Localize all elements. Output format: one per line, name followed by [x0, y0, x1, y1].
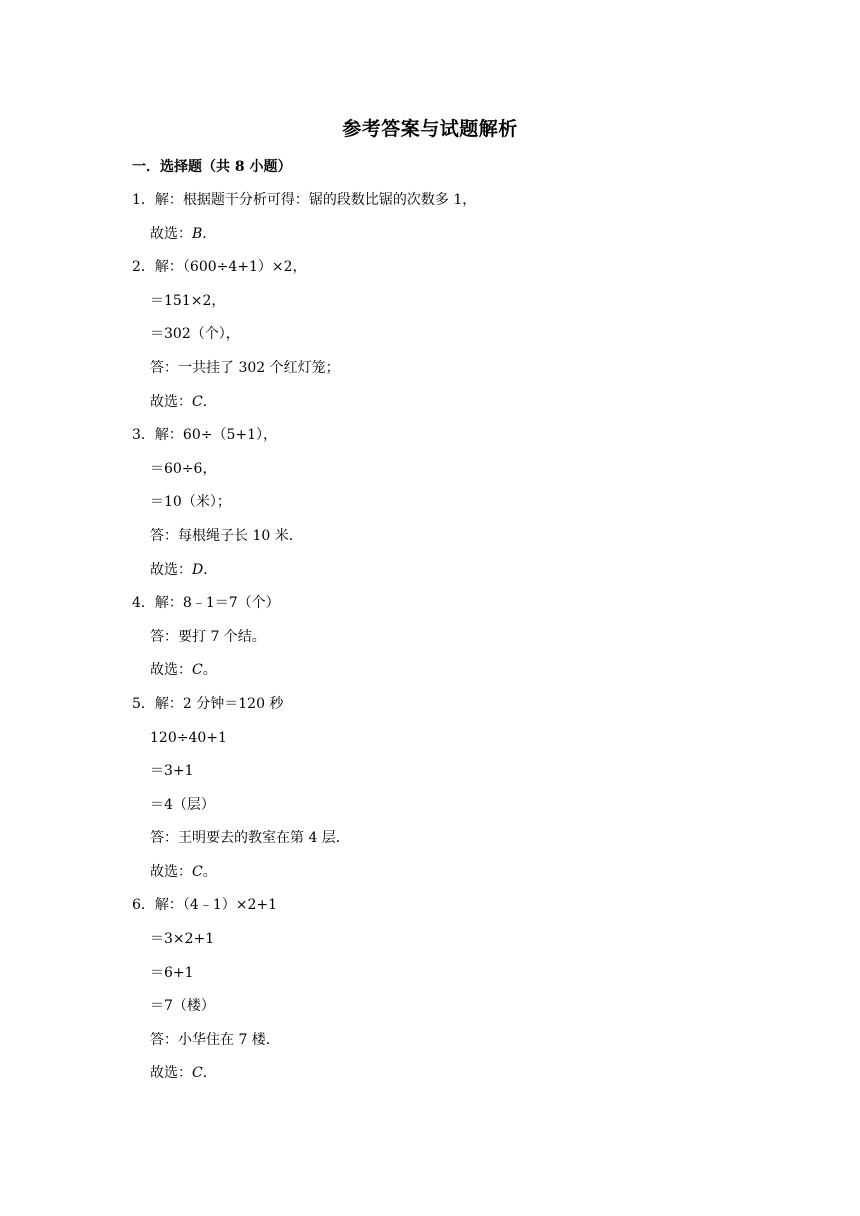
- solution-heading-line: 4．解：8﹣1＝7（个）: [132, 595, 280, 612]
- answer-suffix: ．: [203, 561, 218, 578]
- solution-heading-line: 6．解：（4﹣1）×2+1: [132, 897, 277, 914]
- solution-step-line: 答：小华住在 7 楼．: [150, 1031, 280, 1048]
- answer-suffix: ．: [202, 393, 217, 410]
- section-heading: 一．选择题（共 8 小题）: [132, 159, 292, 175]
- solution-step-line: ＝302（个），: [150, 326, 240, 343]
- solution-step-line: ＝3×2+1: [150, 931, 215, 948]
- answer-choice-line: [0, 556, 860, 590]
- solution-step-line: ＝3+1: [150, 763, 194, 780]
- solution-heading-line: 2．解：（600÷4+1）×2，: [132, 259, 307, 276]
- answer-suffix: 。: [202, 863, 217, 880]
- answer-prefix: 故选：: [150, 225, 192, 242]
- answer-prefix: 故选：: [150, 662, 192, 679]
- solution-step-line: 120÷40+1: [150, 729, 227, 746]
- solution-heading-line: 3．解：60÷（5+1），: [132, 427, 277, 444]
- answer-choice-line: [0, 1059, 860, 1093]
- solution-heading-line: 1．解：根据题干分析可得：锯的段数比锯的次数多 1，: [132, 192, 477, 208]
- solution-step-line: 答：一共挂了 302 个红灯笼；: [150, 359, 340, 376]
- answer-letter: C: [192, 1065, 203, 1082]
- answer-letter: C: [192, 863, 203, 880]
- page-title: 参考答案与试题解析: [342, 118, 518, 140]
- answer-prefix: 故选：: [150, 393, 192, 410]
- solution-step-line: ＝4（层）: [150, 796, 215, 813]
- answer-choice-line: [0, 220, 860, 254]
- solution-step-line: ＝7（楼）: [150, 998, 215, 1015]
- answer-suffix: ．: [202, 225, 217, 242]
- answer-choice-line: [0, 656, 860, 690]
- answer-choice-line: [0, 388, 860, 422]
- solution-step-line: ＝151×2，: [150, 292, 226, 309]
- solution-step-line: ＝10（米）；: [150, 494, 231, 511]
- answer-suffix: 。: [202, 662, 217, 679]
- solution-step-line: ＝6+1: [150, 964, 194, 981]
- solution-step-line: 答：每根绳子长 10 米．: [150, 527, 303, 544]
- solution-step-line: ＝60÷6，: [150, 460, 217, 477]
- answer-prefix: 故选：: [150, 863, 192, 880]
- answer-prefix: 故选：: [150, 561, 192, 578]
- solution-step-line: 答：王明要去的教室在第 4 层．: [150, 830, 350, 847]
- answer-choice-line: [0, 858, 860, 892]
- answer-letter: D: [192, 561, 204, 578]
- answer-prefix: 故选：: [150, 1065, 192, 1082]
- solution-heading-line: 5．解：2 分钟＝120 秒: [132, 695, 284, 712]
- solution-step-line: 答：要打 7 个结。: [150, 628, 266, 645]
- answer-letter: B: [192, 225, 203, 242]
- solution-lines: [0, 186, 860, 1093]
- answer-letter: C: [192, 393, 203, 410]
- answer-suffix: ．: [202, 1065, 217, 1082]
- answer-letter: C: [192, 662, 203, 679]
